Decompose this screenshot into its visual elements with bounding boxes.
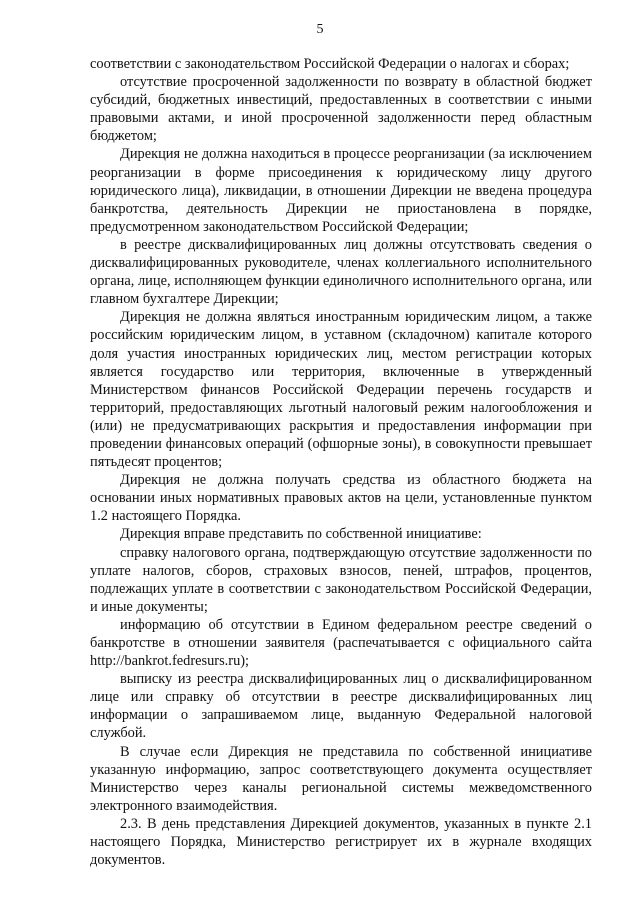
paragraph-tax-certificate: справку налогового органа, подтверждающую отсутствие задолженности по уплате налогов, сборов, страховых взносов, пеней, штрафов, процентов, подлежащих уплате в соответствии с законодательством Российской Федерации, и иные документы; bbox=[90, 544, 592, 615]
paragraph-no-reorganization: Дирекция не должна находиться в процессе реорганизации (за исключением реорганизации в форме присоединения к юридическому лицу другого юридического лица), ликвидации, в отношении Дирекции не введена процедура банкротства, деятельность Дирекции не приостановлена в порядке, предусмотренном законодательством Российской Федерации; bbox=[90, 146, 592, 235]
paragraph-bankruptcy-info: информацию об отсутствии в Едином федеральном реестре сведений о банкротстве в отношении заявителя (распечатывается с официального сайта http://bankrot.fedresurs.ru); bbox=[90, 616, 592, 670]
paragraph-registry-extract: выписку из реестра дисквалифицированных лиц о дисквалифицированном лице или справку об отсутствии в реестре дисквалифицированных лиц информации о запрашиваемом лице, выданную Федеральной налоговой службой. bbox=[90, 671, 592, 742]
paragraph-section-2-3: 2.3. В день представления Дирекцией документов, указанных в пункте 2.1 настоящего Порядка, Министерство регистрирует их в журнале входящих документов. bbox=[90, 815, 592, 869]
paragraph-not-foreign-entity: Дирекция не должна являться иностранным юридическим лицом, а также российским юридическим лицом, в уставном (складочном) капитале которого доля участия иностранных юридических лиц, местом регистрации которых является государство или территория, включенные в утвержденный Министерством финансов Российской Федерации перечень государств и территорий, предоставляющих льготный налоговый режим налогообложения и (или) не предусматривающих раскрытия и предоставления информации при проведении финансовых операций (офшорные зоны), в совокупности превышает пятьдесят процентов; bbox=[90, 309, 592, 471]
paragraph-interagency-request: В случае если Дирекция не представила по собственной инициативе указанную информацию, запрос соответствующего документа осуществляет Министерство через каналы региональной системы межведомственного электронного взаимодействия. bbox=[90, 743, 592, 814]
document-body bbox=[90, 55, 592, 869]
page-number: 5 bbox=[316, 22, 324, 37]
paragraph-tax-compliance: соответствии с законодательством Российской Федерации о налогах и сборах; bbox=[90, 56, 570, 72]
paragraph-no-overdue-debt: отсутствие просроченной задолженности по возврату в областной бюджет субсидий, бюджетных инвестиций, предоставленных в соответствии с иными правовыми актами, и иной просроченной задолженности перед областным бюджетом; bbox=[90, 74, 592, 145]
paragraph-may-submit: Дирекция вправе представить по собственной инициативе: bbox=[120, 526, 482, 543]
paragraph-no-other-funding: Дирекция не должна получать средства из областного бюджета на основании иных нормативных правовых актов на цели, установленные пунктом 1.2 настоящего Порядка. bbox=[90, 472, 592, 525]
paragraph-disqualified-registry: в реестре дисквалифицированных лиц должны отсутствовать сведения о дисквалифицированных руководителе, членах коллегиального исполнительного органа, лице, исполняющем функции единоличного исполнительного органа, или главном бухгалтере Дирекции; bbox=[90, 236, 592, 308]
